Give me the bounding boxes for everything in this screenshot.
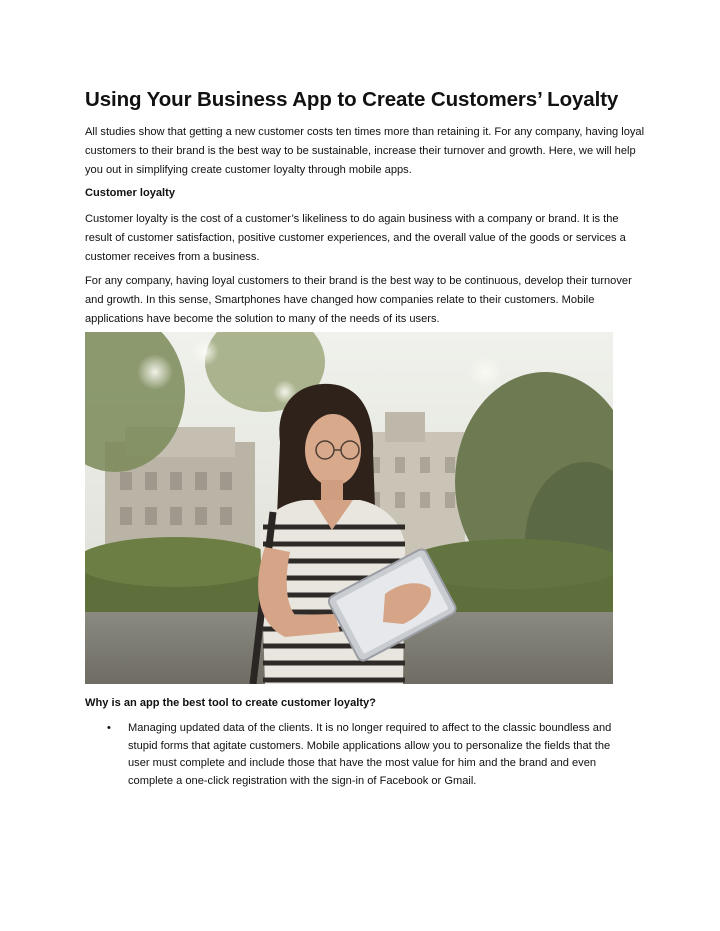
bullet-text: Managing updated data of the clients. It is no longer required to affect to the classic boundless and stupid forms that agitate customers. Mobile applications allow you to personalize the fields that the user must complete and include those that have the most value for him and the brand and even complete a one-click registration with the sign-in of Facebook or Gmail. bbox=[128, 722, 612, 787]
intro-paragraph: All studies show that getting a new customer costs ten times more than retaining it. For any company, having loyal customers to their brand is the best way to be sustainable, increase their turnover and growth. Here, we will help you out in simplifying create customer loyalty through mobile apps. bbox=[85, 126, 645, 176]
bullet-marker: • bbox=[107, 722, 111, 734]
smartphones-paragraph: For any company, having loyal customers to their brand is the best way to be continuous, develop their turnover and growth. In this sense, Smartphones have changed how companies relate to their customers. Mobile applications have become the solution to many of the needs of its users. bbox=[85, 275, 632, 325]
page-title: Using Your Business App to Create Customers’ Loyalty bbox=[85, 88, 619, 111]
section-heading-customer-loyalty: Customer loyalty bbox=[85, 187, 176, 199]
customer-loyalty-paragraph: Customer loyalty is the cost of a customer’s likeliness to do again business with a company or brand. It is the result of customer satisfaction, positive customer experiences, and the overall value of the goods or services a customer receives from a business. bbox=[85, 213, 626, 263]
woman-with-tablet-photo bbox=[85, 332, 613, 684]
section-heading-why-app: Why is an app the best tool to create customer loyalty? bbox=[85, 697, 376, 709]
